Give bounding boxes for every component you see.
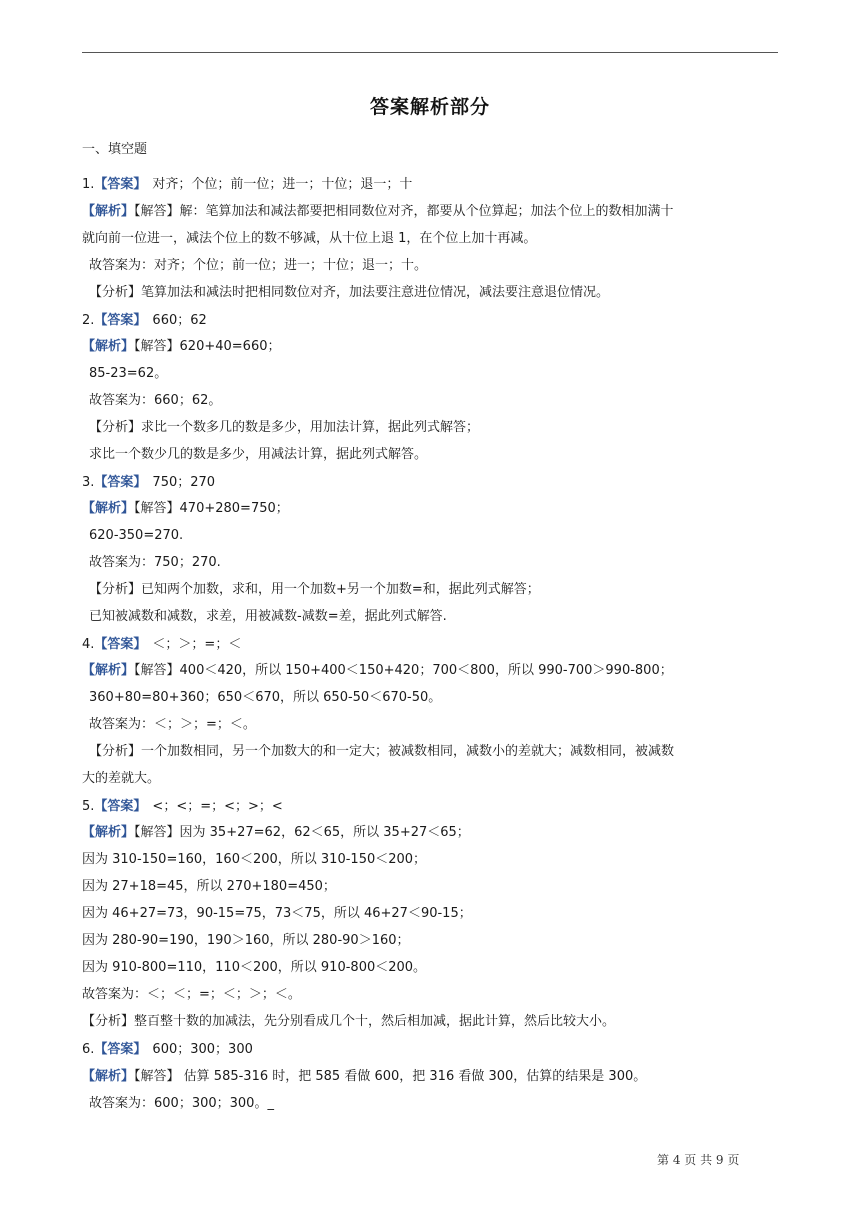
q2-number: 2. — [82, 313, 95, 328]
q5-answer-line — [82, 798, 283, 816]
q2-final: 故答案为：660；62。 — [89, 393, 222, 408]
q1-solution-2: 就向前一位进一，减法个位上的数不够减，从十位上退 1，在个位上加十再减。 — [82, 231, 537, 246]
q3-note-2: 已知被减数和减数，求差，用被减数-减数=差，据此列式解答. — [89, 609, 447, 624]
page-footer: 第 4 页 共 9 页 — [657, 1153, 740, 1167]
q2-solution-line — [82, 338, 281, 356]
page-title: 答案解析部分 — [369, 96, 490, 118]
q1-number: 1. — [82, 177, 95, 192]
note-tag: 【分析】 — [82, 1014, 135, 1029]
q2-solution-2: 85-23=62。 — [89, 366, 168, 381]
q5-solution-2: 因为 310-150=160，160＜200，所以 310-150＜200； — [82, 852, 427, 867]
q5-solution-line — [82, 824, 470, 842]
q1-answer: 对齐；个位；前一位；进一；十位；退一；十 — [152, 177, 413, 192]
header-rule — [82, 52, 778, 53]
analysis-tag: 【解析】 — [82, 204, 135, 219]
q3-solution-line — [82, 500, 289, 518]
q2-answer-line — [82, 312, 207, 330]
solution-tag: 【解答】 — [134, 663, 180, 678]
q3-solution-2: 620-350=270. — [89, 528, 184, 543]
section-heading: 一、填空题 — [82, 142, 148, 157]
solution-tag: 【解答】 — [134, 204, 180, 219]
q3-note-1: 已知两个加数，求和，用一个加数+另一个加数=和，据此列式解答； — [141, 582, 540, 597]
q3-answer-line — [82, 474, 215, 492]
note-tag: 【分析】 — [89, 285, 142, 300]
solution-tag: 【解答】 — [134, 339, 180, 354]
solution-tag: 【解答】 — [134, 1069, 180, 1084]
q5-note-line — [82, 1013, 615, 1031]
q5-number: 5. — [82, 799, 95, 814]
analysis-tag: 【解析】 — [82, 501, 135, 516]
q5-note: 整百整十数的加减法，先分别看成几个十，然后相加减，据此计算，然后比较大小。 — [134, 1014, 616, 1029]
q1-note-line — [89, 284, 609, 302]
note-tag: 【分析】 — [89, 744, 142, 759]
solution-tag: 【解答】 — [134, 825, 180, 840]
note-tag: 【分析】 — [89, 420, 142, 435]
q5-answer: <；<；=；<；>；< — [152, 799, 283, 814]
q2-note-line — [89, 419, 479, 437]
q1-note: 笔算加法和减法时把相同数位对齐，加法要注意进位情况，减法要注意退位情况。 — [141, 285, 610, 300]
answer-tag: 【答案】 — [94, 475, 147, 490]
q4-final: 故答案为：＜；＞；=；＜。 — [89, 717, 256, 732]
q4-note-2: 大的差就大。 — [82, 771, 161, 786]
answer-tag: 【答案】 — [94, 1042, 147, 1057]
answer-tag: 【答案】 — [94, 177, 147, 192]
q6-answer-line — [82, 1041, 253, 1059]
analysis-tag: 【解析】 — [82, 339, 135, 354]
answer-tag: 【答案】 — [94, 799, 147, 814]
q4-solution-1: 400＜420，所以 150+400＜150+420；700＜800，所以 990-700＞990-800； — [179, 663, 673, 678]
q5-solution-6: 因为 910-800=110，110＜200，所以 910-800＜200。 — [82, 960, 427, 975]
note-tag: 【分析】 — [89, 582, 142, 597]
analysis-tag: 【解析】 — [82, 663, 135, 678]
q4-answer-line — [82, 636, 241, 654]
q4-solution-line — [82, 662, 673, 680]
q2-solution-1: 620+40=660； — [179, 339, 281, 354]
q3-note-line — [89, 581, 540, 599]
q3-final: 故答案为：750；270. — [89, 555, 221, 570]
q1-solution-1: 解：笔算加法和减法都要把相同数位对齐，都要从个位算起；加法个位上的数相加满十 — [179, 204, 674, 219]
q3-answer: 750；270 — [152, 475, 216, 490]
q4-note-1: 一个加数相同，另一个加数大的和一定大；被减数相同，减数小的差就大；减数相同，被减数 — [141, 744, 675, 759]
q5-solution-1: 因为 35+27=62，62＜65，所以 35+27＜65； — [179, 825, 470, 840]
q4-solution-2: 360+80=80+360；650＜670，所以 650-50＜670-50。 — [89, 690, 442, 705]
answer-tag: 【答案】 — [94, 313, 147, 328]
q1-final: 故答案为：对齐；个位；前一位；进一；十位；退一；十。 — [89, 258, 428, 273]
q5-solution-4: 因为 46+27=73，90-15=75，73＜75，所以 46+27＜90-15； — [82, 906, 472, 921]
q2-answer: 660；62 — [152, 313, 207, 328]
q2-note-2: 求比一个数少几的数是多少，用减法计算，据此列式解答。 — [89, 447, 428, 462]
q4-answer: ＜；＞；=；＜ — [152, 637, 242, 652]
q5-final: 故答案为：＜；＜；=；＜；＞；＜。 — [82, 987, 301, 1002]
answer-tag: 【答案】 — [94, 637, 147, 652]
q6-solution-1: 估算 585-316 时，把 585 看做 600，把 316 看做 300，估算的结果是 300。 — [179, 1069, 647, 1084]
q1-solution-line — [82, 203, 674, 221]
solution-tag: 【解答】 — [134, 501, 180, 516]
q6-final: 故答案为：600；300；300。_ — [89, 1096, 274, 1111]
analysis-tag: 【解析】 — [82, 1069, 135, 1084]
q3-solution-1: 470+280=750； — [179, 501, 289, 516]
q3-number: 3. — [82, 475, 95, 490]
q5-solution-3: 因为 27+18=45，所以 270+180=450； — [82, 879, 336, 894]
q4-number: 4. — [82, 637, 95, 652]
q2-note-1: 求比一个数多几的数是多少，用加法计算，据此列式解答； — [141, 420, 480, 435]
q5-solution-5: 因为 280-90=190，190＞160，所以 280-90＞160； — [82, 933, 410, 948]
q6-answer: 600；300；300 — [152, 1042, 253, 1057]
analysis-tag: 【解析】 — [82, 825, 135, 840]
q6-solution-line — [82, 1068, 646, 1086]
q6-number: 6. — [82, 1042, 95, 1057]
q1-answer-line — [82, 176, 412, 194]
q4-note-line — [89, 743, 674, 761]
